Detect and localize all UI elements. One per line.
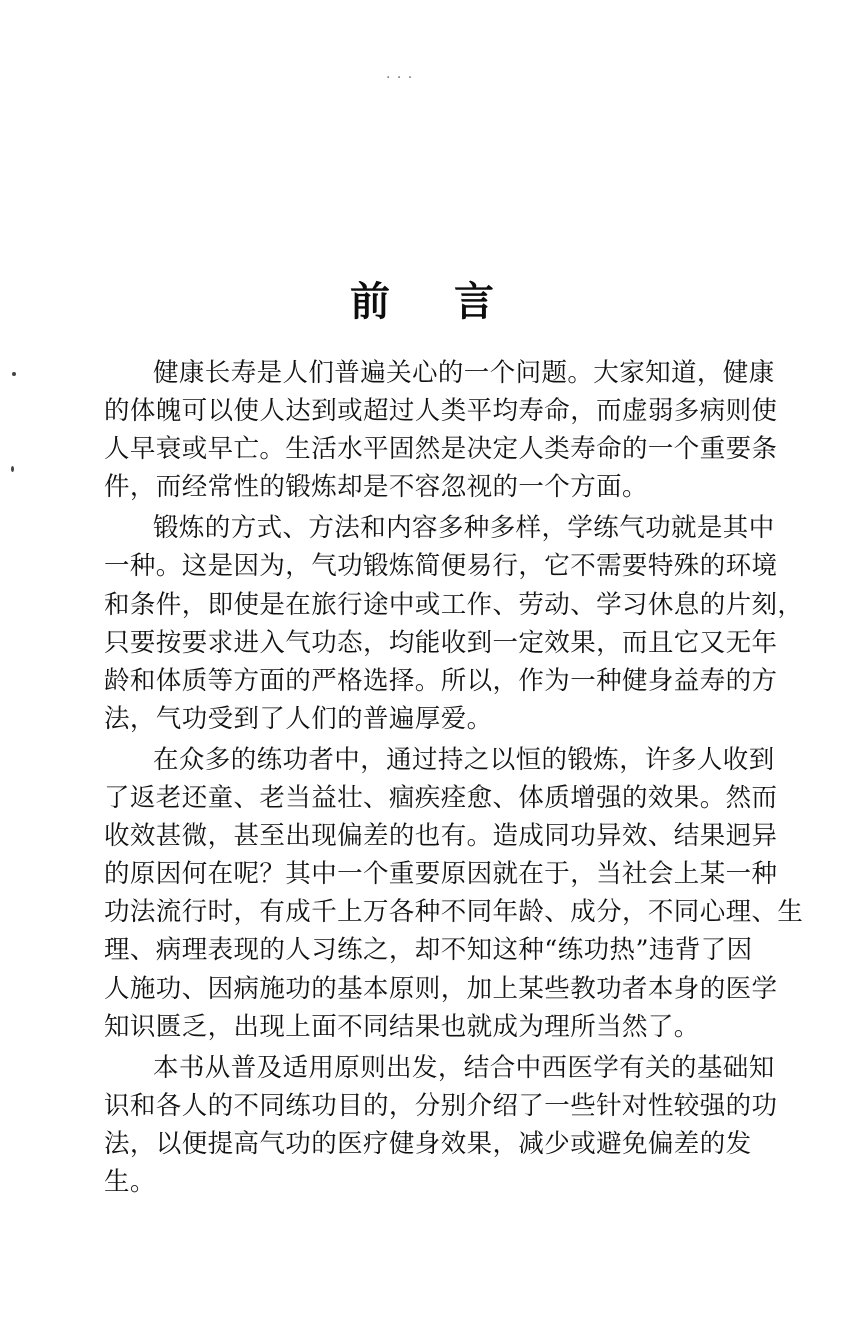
paragraph-2-line-4: 只要按要求进入气功态，均能收到一定效果，而且它又无年 [104, 627, 778, 658]
paragraph-4-line-3: 法，以便提高气功的医疗健身效果，减少或避免偏差的发 [104, 1128, 752, 1159]
paragraph-3-line-8: 知识匮乏，出现上面不同结果也就成为理所当然了。 [104, 1011, 700, 1042]
paragraph-4-line-2: 识和各人的不同练功目的，分别介绍了一些针对性较强的功 [104, 1090, 778, 1121]
page-title: 前言 [350, 278, 558, 325]
scan-speck [11, 466, 14, 472]
paragraph-3-line-3: 收效甚微，甚至出现偏差的也有。造成同功异效、结果迥异 [104, 821, 778, 852]
scan-speck [12, 372, 16, 376]
paragraph-2-line-1: 锻炼的方式、方法和内容多种多样，学练气功就是其中 [153, 513, 775, 544]
paragraph-3-line-5: 功法流行时，有成千上万各种不同年龄、成分，不同心理、生 [104, 897, 804, 928]
paragraph-3-line-4: 的原因何在呢？其中一个重要原因就在于，当社会上某一种 [104, 859, 778, 890]
paragraph-1-line-3: 人早衰或早亡。生活水平固然是决定人类寿命的一个重要条 [104, 434, 778, 465]
paragraph-3-line-1: 在众多的练功者中，通过持之以恒的锻炼，许多人收到 [153, 744, 775, 775]
paragraph-2-line-2: 一种。这是因为，气功锻炼简便易行，它不需要特殊的环境 [104, 551, 778, 582]
paragraph-2-line-5: 龄和体质等方面的严格选择。所以，作为一种健身益寿的方 [104, 665, 778, 696]
paragraph-4-line-4: 生。 [104, 1166, 156, 1197]
paragraph-1-line-2: 的体魄可以使人达到或超过人类平均寿命，而虚弱多病则使 [104, 396, 778, 427]
paragraph-4-line-1: 本书从普及适用原则出发，结合中西医学有关的基础知 [153, 1052, 775, 1083]
top-mark: · · · [386, 70, 414, 86]
paragraph-3-line-7: 人施功、因病施功的基本原则，加上某些教功者本身的医学 [104, 973, 778, 1004]
paragraph-3-line-2: 了返老还童、老当益壮、痼疾痊愈、体质增强的效果。然而 [104, 783, 778, 814]
paragraph-2-line-6: 法，气功受到了人们的普遍厚爱。 [104, 703, 493, 734]
paragraph-1-line-1: 健康长寿是人们普遍关心的一个问题。大家知道，健康 [153, 358, 775, 388]
paragraph-1-line-4: 件，而经常性的锻炼却是不容忽视的一个方面。 [104, 472, 648, 503]
paragraph-2-line-3: 和条件，即使是在旅行途中或工作、劳动、学习休息的片刻， [104, 589, 804, 620]
body-text [104, 354, 804, 1201]
paragraph-3-line-6: 理、病理表现的人习练之，却不知这种“练功热”违背了因 [104, 935, 753, 966]
